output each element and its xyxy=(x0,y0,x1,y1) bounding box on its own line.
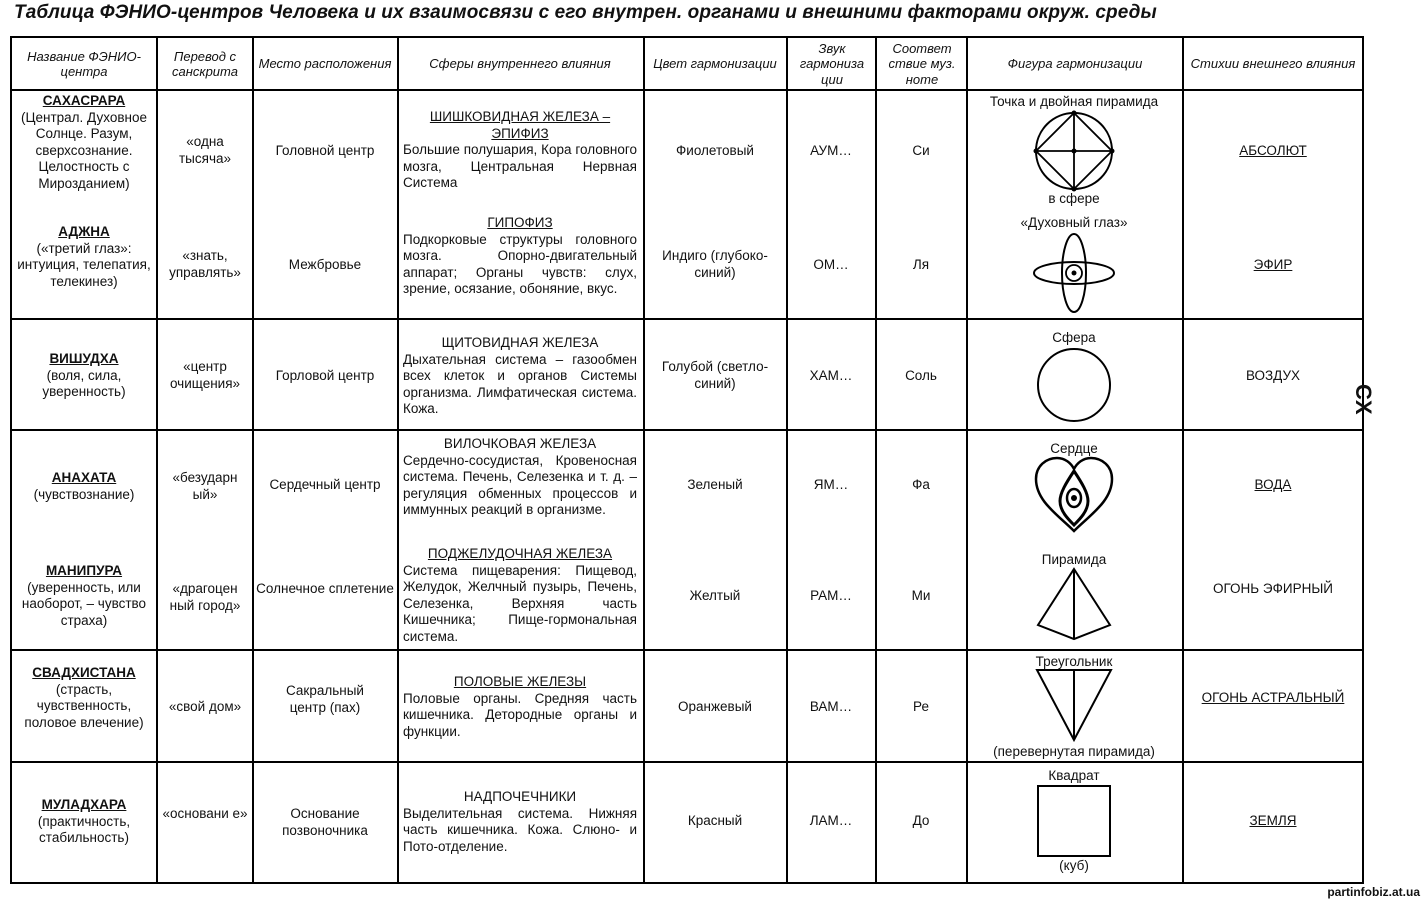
gland-name: ШИШКОВИДНАЯ ЖЕЛЕЗА – ЭПИФИЗ xyxy=(429,109,611,141)
watermark: partinfobiz.at.ua xyxy=(1327,885,1420,899)
spiritual-eye-icon xyxy=(1030,232,1118,316)
gland-name: НАДПОЧЕЧНИКИ xyxy=(463,789,577,804)
translation: «свой дом» xyxy=(168,699,242,714)
harmonization-color: Индиго (глубоко-синий) xyxy=(662,248,768,280)
harmonization-color: Желтый xyxy=(689,588,741,603)
gland-name: ПОЛОВЫЕ ЖЕЛЕЗЫ xyxy=(453,674,587,689)
inverted-triangle-icon xyxy=(1034,668,1114,742)
location: Межбровье xyxy=(288,257,362,272)
translation: «драгоцен ный город» xyxy=(169,581,241,613)
chakra-name-cell xyxy=(14,563,154,629)
spheres-cell xyxy=(403,436,637,519)
figure-label: Пирамида xyxy=(1041,552,1107,567)
location: Основание позвоночника xyxy=(282,806,368,838)
chakra-description: («третий глаз»: интуиция, телепатия, телекинез) xyxy=(17,240,151,289)
chakra-description: (чувствознание) xyxy=(33,486,135,502)
translation: «одна тысяча» xyxy=(179,134,231,166)
chakra-description: (уверенность, или наоборот, – чувство страха) xyxy=(21,579,147,628)
chakra-description: (Централ. Духовное Солнце. Разум, сверхсознание. Целостность с Мирозданием) xyxy=(21,109,147,191)
spheres-text: Дыхательная система – газообмен всех клеток и органов Системы организма. Лимфатическая система. Кожа. xyxy=(403,351,637,416)
spheres-cell xyxy=(403,546,637,645)
spheres-text: Система пищеварения: Пищевод, Желудок, Желчный пузырь, Печень, Селезенка, Верхняя часть Кишечника; Пище-гормональная система. xyxy=(403,562,637,644)
figure-sublabel: (куб) xyxy=(1059,858,1089,873)
harmonization-color: Оранжевый xyxy=(678,699,752,714)
sound: ЯМ… xyxy=(813,477,849,492)
location: Сердечный центр xyxy=(269,477,381,492)
sphere-double-pyramid-icon xyxy=(1030,110,1118,194)
harmonization-color: Зеленый xyxy=(687,477,743,492)
gland-name: ВИЛОЧКОВАЯ ЖЕЛЕЗА xyxy=(443,436,597,451)
figure-label: Сердце xyxy=(1050,441,1098,456)
spheres-cell xyxy=(403,789,637,855)
spheres-text: Выделительная система. Нижняя часть кишечника. Кожа. Слюно- и Пото-отделение. xyxy=(403,805,637,854)
sound: ХАМ… xyxy=(809,368,853,383)
translation: «центр очищения» xyxy=(169,359,241,391)
spheres-text: Сердечно-сосудистая, Кровеносная система. Печень, Селезенка и т. д. – регуляция обменных процессов и иммунных реакций в организме. xyxy=(403,452,637,517)
music-note: До xyxy=(912,813,930,828)
figure-label: Точка и двойная пирамида xyxy=(989,94,1159,109)
music-note: Соль xyxy=(905,368,937,383)
chakra-name: МУЛАДХАРА xyxy=(41,797,127,812)
spheres-cell xyxy=(403,215,637,298)
figure-label: Квадрат xyxy=(1048,768,1100,783)
chakra-name: АНАХАТА xyxy=(51,470,117,485)
sound: ОМ… xyxy=(813,257,849,272)
figure-label: Треугольник xyxy=(1035,654,1113,669)
header-name: Название ФЭНИО-центра xyxy=(27,48,141,79)
chakra-name-cell xyxy=(14,93,154,192)
chakra-name: МАНИПУРА xyxy=(45,563,123,578)
location: Горловой центр xyxy=(275,368,375,383)
translation: «безударн ый» xyxy=(172,470,238,502)
gland-name: ПОДЖЕЛУДОЧНАЯ ЖЕЛЕЗА xyxy=(427,546,613,561)
spheres-text: Половые органы. Средняя часть кишечника. Детородные органы и функции. xyxy=(403,690,637,739)
header-color: Цвет гармонизации xyxy=(653,56,777,72)
sound: ВАМ… xyxy=(809,699,853,714)
header-translation: Перевод с санскрита xyxy=(172,48,238,79)
chakra-name: САХАСРАРА xyxy=(42,93,126,108)
chakra-name: АДЖНА xyxy=(58,224,110,239)
harmonization-color: Фиолетовый xyxy=(676,143,754,158)
gland-name: ЩИТОВИДНАЯ ЖЕЛЕЗА xyxy=(441,335,599,350)
sound: РАМ… xyxy=(810,588,852,603)
music-note: Ре xyxy=(913,699,929,714)
document-title: Таблица ФЭНИО-центров Человека и их взаимосвязи с его внутрен. органами и внешними факторами окруж. среды xyxy=(14,2,1157,23)
harmonization-color: Голубой (светло-синий) xyxy=(661,359,769,391)
sound: АУМ… xyxy=(810,143,852,158)
gland-name: ГИПОФИЗ xyxy=(487,215,553,230)
chakra-name: СВАДХИСТАНА xyxy=(32,665,136,680)
music-note: Ми xyxy=(911,588,931,603)
chakra-description: (воля, сила, уверенность) xyxy=(42,367,126,399)
sphere-icon xyxy=(1036,347,1112,423)
music-note: Си xyxy=(912,143,930,158)
header-elements: Стихии внешнего влияния xyxy=(1190,56,1356,72)
music-note: Фа xyxy=(912,477,930,492)
location: Сакральный центр (пах) xyxy=(286,683,364,715)
element: ОГОНЬ АСТРАЛЬНЫЙ xyxy=(1201,690,1345,705)
chakra-name-cell xyxy=(14,797,154,847)
chakra-name: ВИШУДХА xyxy=(49,351,119,366)
spheres-text: Подкорковые структуры головного мозга. Опорно-двигательный аппарат; Органы чувств: слух, зрение, осязание, обоняние, вкус. xyxy=(403,231,637,296)
spheres-cell xyxy=(403,335,637,418)
element: АБСОЛЮТ xyxy=(1239,143,1307,158)
figure-label: «Духовный глаз» xyxy=(1020,215,1128,230)
spheres-cell xyxy=(403,674,637,740)
figure-sublabel: (перевернутая пирамида) xyxy=(993,744,1155,759)
chakra-description: (практичность, стабильность) xyxy=(37,813,131,845)
element: ЭФИР xyxy=(1253,257,1293,272)
chakra-name-cell xyxy=(14,224,154,290)
spheres-cell xyxy=(403,109,637,192)
translation: «знать, управлять» xyxy=(169,248,241,280)
header-spheres: Сферы внутреннего влияния xyxy=(429,56,611,72)
header-sound: Звук гармониза ции xyxy=(799,40,865,87)
sound: ЛАМ… xyxy=(809,813,853,828)
chakra-name-cell xyxy=(14,470,154,503)
header-location: Место расположения xyxy=(258,56,392,72)
figure-sublabel: в сфере xyxy=(1048,191,1100,206)
header-note: Соответ ствие муз. ноте xyxy=(888,40,956,87)
translation: «основани е» xyxy=(162,806,248,821)
music-note: Ля xyxy=(912,257,930,272)
heart-icon xyxy=(1034,457,1114,533)
element: ВОЗДУХ xyxy=(1245,368,1301,383)
element: ЗЕМЛЯ xyxy=(1249,813,1297,828)
element: ВОДА xyxy=(1254,477,1292,492)
spheres-text: Большие полушария, Кора головного мозга, Центральная Нервная Система xyxy=(403,142,637,190)
pyramid-icon xyxy=(1034,567,1114,641)
square-icon xyxy=(1036,784,1112,858)
header-figure: Фигура гармонизации xyxy=(1007,56,1143,72)
element: ОГОНЬ ЭФИРНЫЙ xyxy=(1213,581,1333,596)
chakra-name-cell xyxy=(14,351,154,401)
harmonization-color: Красный xyxy=(687,813,743,828)
chakra-description: (страсть, чувственность, половое влечение) xyxy=(24,681,144,730)
figure-label: Сфера xyxy=(1052,330,1096,345)
location: Головной центр xyxy=(275,143,375,158)
chakra-name-cell xyxy=(14,665,154,731)
location: Солнечное сплетение xyxy=(256,581,394,596)
side-label: CX xyxy=(1351,384,1376,415)
